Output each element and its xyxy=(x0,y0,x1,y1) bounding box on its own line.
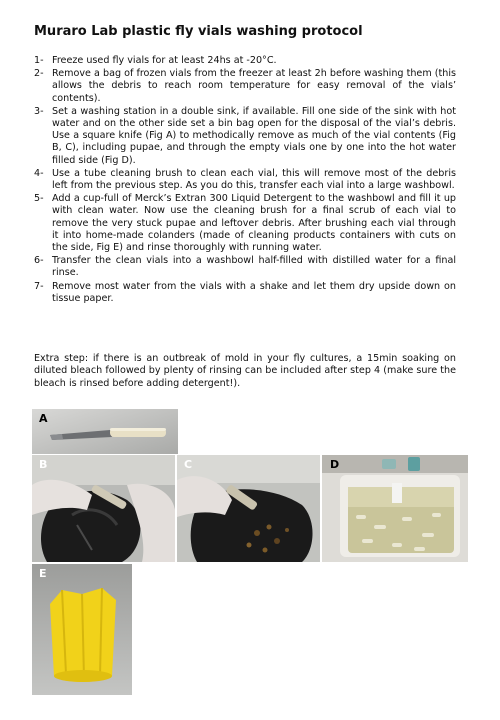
figure-label: D xyxy=(330,458,340,471)
step-item xyxy=(34,55,456,67)
document-title: Muraro Lab plastic fly vials washing protocol xyxy=(34,24,363,39)
figure-c-vial-contents-photo xyxy=(177,455,320,562)
step-number: 6- xyxy=(34,255,44,267)
step-item xyxy=(34,255,456,279)
extra-step-note: Extra step: if there is an outbreak of mold in your fly cultures, a 15min soaking on diluted bleach followed by plenty of rinsing can be included after step 4 (make sure the bleach is rinsed before adding detergent!). xyxy=(34,353,456,389)
step-text: Use a tube cleaning brush to clean each vial, this will remove most of the debris left from the previous step. As you do this, transfer each vial into a large washbowl. xyxy=(52,167,456,192)
step-text: Set a washing station in a double sink, if available. Fill one side of the sink with hot water and on the other side set a bin bag open for the disposal of the vial’s debris. Use a square knife (Fig A) to methodically remove as much of the vial contents (Fig B, C), including pupae, and through the empty vials one by one into the hot water filled side (Fig D). xyxy=(52,105,456,166)
step-item xyxy=(34,68,456,105)
step-item xyxy=(34,193,456,254)
figure-e-colander-photo xyxy=(32,564,132,695)
step-number: 3- xyxy=(34,105,44,117)
step-text: Remove a bag of frozen vials from the freezer at least 2h before washing them (this allows the debris to reach room temperature for easy removal of the vials’ contents). xyxy=(52,68,456,104)
step-number: 1- xyxy=(34,55,44,66)
step-item xyxy=(34,106,456,167)
step-number: 2- xyxy=(34,68,44,80)
step-text: Transfer the clean vials into a washbowl half-filled with distilled water for a final rinse. xyxy=(52,255,456,279)
step-number: 7- xyxy=(34,280,44,292)
step-text: Remove most water from the vials with a shake and let them dry upside down on tissue paper. xyxy=(52,280,456,304)
figure-label: A xyxy=(39,412,48,425)
step-item xyxy=(34,168,456,192)
figure-d-sink-photo xyxy=(322,455,468,562)
step-number: 4- xyxy=(34,167,44,179)
step-number: 5- xyxy=(34,193,44,205)
step-item xyxy=(34,281,456,305)
figure-a-knife-photo xyxy=(32,409,178,454)
protocol-steps xyxy=(34,55,456,306)
figure-label: C xyxy=(184,458,193,471)
figure-label: B xyxy=(39,458,48,471)
step-text: Add a cup-full of Merck’s Extran 300 Liquid Detergent to the washbowl and fill it up with clean water. Now use the cleaning brush for a final scrub of each vial to remove the very stuck pupae and leftover debris. After brushing each vial through it into home-made colanders (made of cleaning products containers with cuts on the side, Fig E) and rinse thoroughly with running water. xyxy=(52,193,456,254)
figure-b-scraping-photo xyxy=(32,455,175,562)
step-text: Freeze used fly vials for at least 24hs at -20°C. xyxy=(52,55,277,66)
figure-label: E xyxy=(39,567,47,580)
